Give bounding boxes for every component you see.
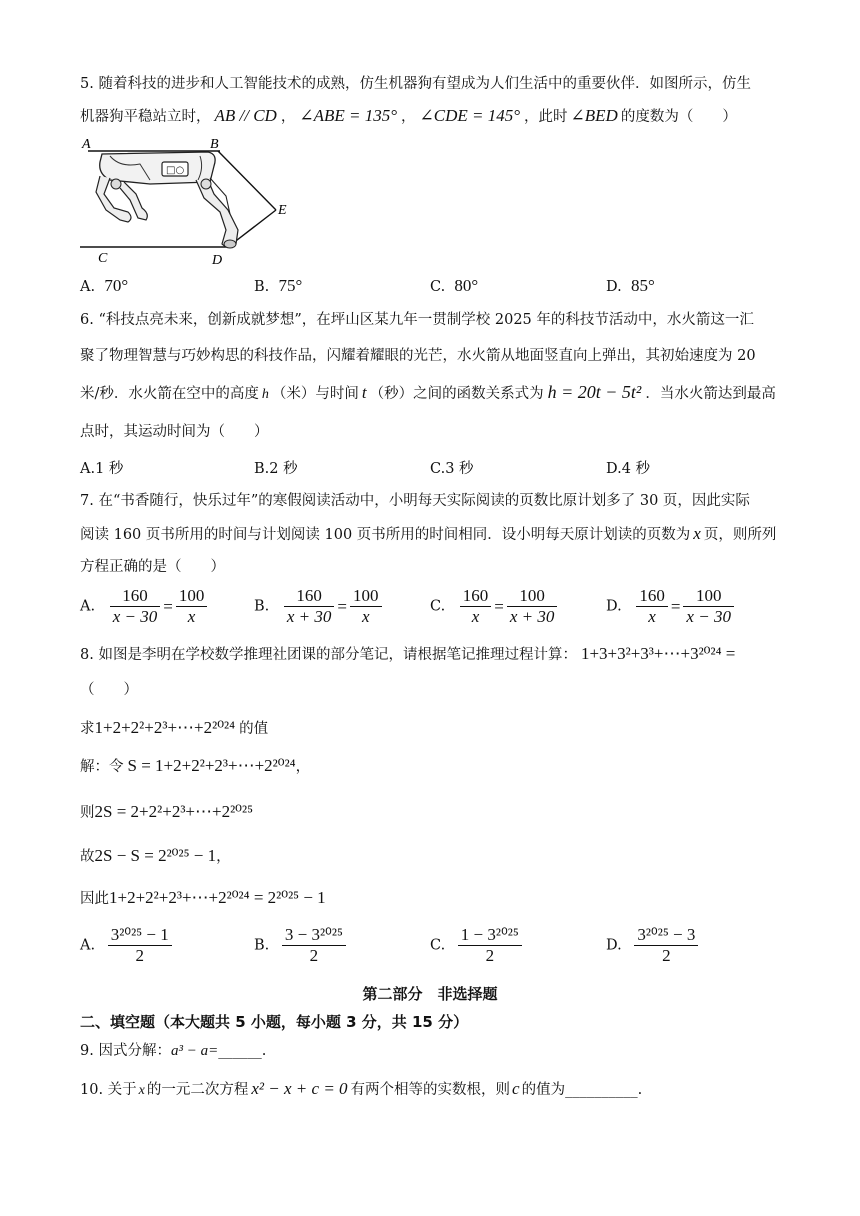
robot-dog-svg: [80, 134, 300, 272]
q9-period: .: [261, 1043, 267, 1059]
q5-comma2: ，: [401, 109, 416, 125]
q9-text: 9. 因式分解：: [80, 1043, 171, 1059]
label-c: C: [98, 251, 108, 266]
fraction: [683, 586, 734, 627]
q7-option-b[interactable]: B. $\frac{160}{x + 30}$ = $\frac{100}{x}$: [254, 586, 382, 627]
q8-note1: [80, 718, 268, 739]
section2-title: 二、填空题（本大题共 5 小题，每小题 3 分，共 15 分）: [80, 1013, 469, 1031]
q7-option-c[interactable]: C. $\frac{160}{x}$ = $\frac{100}{x + 30}$: [430, 586, 557, 627]
note-formula: 1+2+2²+2³+⋯+2²⁰²⁴ = 2²⁰²⁵ − 1: [109, 888, 326, 907]
note-text: 故: [80, 849, 95, 865]
q10-text4: 的值为: [521, 1082, 566, 1098]
option-label: A.: [80, 461, 96, 477]
fraction: [282, 925, 346, 966]
q5-comma: ，: [280, 109, 296, 125]
numerator: 100: [350, 586, 382, 607]
note-formula: 1+2+2²+2³+⋯+2²⁰²⁴: [94, 718, 236, 737]
q8-option-a[interactable]: [80, 925, 172, 966]
option-label: D.: [606, 279, 622, 295]
note-text: 解：令: [80, 759, 124, 775]
option-label: B.: [254, 598, 270, 615]
option-label: D.: [606, 461, 622, 477]
q8-formula: 1+3+3²+3³+⋯+3²⁰²⁴ =: [580, 644, 736, 663]
q9-blank[interactable]: ______: [218, 1043, 262, 1059]
fraction: [636, 586, 668, 627]
numerator: 160: [636, 586, 668, 607]
note-formula: 2S = 2+2²+2³+⋯+2²⁰²⁵: [94, 802, 254, 821]
denominator: 2: [662, 946, 671, 965]
numerator: 3 − 3²⁰²⁵: [282, 925, 346, 946]
q8-note2: [80, 756, 310, 777]
q6-option-b[interactable]: [254, 457, 298, 478]
q7-text2: 页，则所列: [703, 527, 777, 543]
numerator: 100: [507, 586, 558, 607]
svg-text:□○: □○: [166, 165, 185, 176]
q10: [80, 1079, 642, 1101]
option-label: B.: [254, 461, 270, 477]
option-label: C.: [430, 598, 446, 615]
numerator: 3²⁰²⁵ − 1: [108, 925, 172, 946]
q5-angle-abe: ∠ABE = 135°: [299, 106, 398, 125]
option-label: A.: [80, 279, 96, 295]
numerator: 160: [110, 586, 161, 607]
denominator: 2: [135, 946, 144, 965]
fraction: [507, 586, 558, 627]
q8-note3: [80, 802, 253, 823]
q8-option-b[interactable]: [254, 925, 346, 966]
numerator: 160: [284, 586, 335, 607]
q10-period: .: [637, 1082, 643, 1098]
label-b: B: [210, 137, 219, 152]
q5-text2: ，此时: [524, 109, 568, 125]
q6-text2: （米）与时间: [271, 386, 359, 402]
fraction: [284, 586, 335, 627]
label-e: E: [278, 203, 287, 218]
note-text: 因此: [80, 891, 109, 907]
q7-x: x: [693, 524, 701, 543]
fraction: [110, 586, 161, 627]
q6-option-d[interactable]: [606, 457, 650, 478]
q10-blank[interactable]: __________: [565, 1082, 638, 1098]
numerator: 100: [176, 586, 208, 607]
note-text2: ，: [295, 759, 311, 775]
q8-line1: [80, 644, 735, 665]
fraction: [108, 925, 172, 966]
q6-t: t: [361, 383, 367, 402]
q8-option-c[interactable]: [430, 925, 522, 966]
q6-h: h: [261, 387, 269, 402]
note-formula: S = 1+2+2²+2³+⋯+2²⁰²⁴: [127, 756, 296, 775]
q10-x: x: [138, 1083, 145, 1098]
option-value: 70°: [104, 276, 129, 295]
fraction: [176, 586, 208, 627]
note-text: 则: [80, 805, 95, 821]
note-formula: 2S − S = 2²⁰²⁵ − 1: [94, 846, 217, 865]
q7-line2: [80, 524, 776, 545]
q9: [80, 1041, 266, 1061]
denominator: x − 30: [112, 607, 158, 626]
denominator: x: [187, 607, 196, 626]
option-label: B.: [254, 937, 270, 954]
option-label: B.: [254, 279, 270, 295]
q6-text4: ．当水火箭达到最高: [645, 386, 776, 402]
fraction: [458, 925, 522, 966]
q10-text: 10. 关于: [80, 1082, 137, 1098]
option-value: 80°: [454, 276, 479, 295]
q10-c: c: [512, 1079, 520, 1098]
q5-angle-bed: ∠BED: [570, 106, 618, 125]
q8-line2: （ ）: [80, 682, 138, 698]
option-label: C.: [430, 461, 446, 477]
q5-line1: 5. 随着科技的进步和人工智能技术的成熟，仿生机器狗有望成为人们生活中的重要伙伴．如图所示，仿生: [80, 76, 751, 92]
denominator: 2: [485, 946, 495, 965]
option-value: 85°: [630, 276, 655, 295]
label-d: D: [212, 253, 223, 268]
q6-text3: （秒）之间的函数关系式为: [369, 386, 544, 402]
q6-line2: 聚了物理智慧与巧妙构思的科技作品，闪耀着耀眼的光芒，水火箭从地面竖直向上弹出，其初始速度为 20: [80, 348, 756, 364]
q6-formula: h = 20t − 5t²: [547, 382, 642, 402]
q8-note4: [80, 846, 231, 867]
option-label: A.: [80, 937, 96, 954]
q6-option-c[interactable]: [430, 457, 474, 478]
q6-line4: 点时，其运动时间为（ ）: [80, 424, 269, 440]
option-value: 4 秒: [621, 461, 651, 477]
q7-option-a[interactable]: A. $\frac{160}{x - 30}$ = $\frac{100}{x}$: [80, 586, 207, 627]
numerator: 3²⁰²⁵ − 3: [634, 925, 698, 946]
note-text2: 的值: [239, 721, 269, 737]
q5-option-d[interactable]: [606, 276, 655, 296]
q5-option-a[interactable]: [80, 276, 128, 296]
option-value: 75°: [278, 276, 303, 295]
option-value: 3 秒: [445, 461, 474, 477]
q6-line3: [80, 382, 776, 405]
q7-line3: 方程正确的是（ ）: [80, 559, 225, 575]
q5-parallel: AB // CD: [214, 106, 277, 125]
q5-text3: 的度数为（ ）: [620, 109, 737, 125]
numerator: 1 − 3²⁰²⁵: [458, 925, 522, 946]
q5-option-c[interactable]: [430, 276, 478, 296]
fraction: [350, 586, 382, 627]
q8-text: 8. 如图是李明在学校数学推理社团课的部分笔记，请根据笔记推理过程计算：: [80, 647, 577, 663]
q5-option-b[interactable]: [254, 276, 302, 296]
option-value: 1 秒: [95, 461, 124, 477]
q10-formula: x² − x + c = 0: [251, 1079, 348, 1098]
fraction: [634, 925, 698, 966]
q10-text3: 有两个相等的实数根，则: [350, 1082, 511, 1098]
denominator: x: [471, 607, 480, 626]
note-text2: ，: [216, 849, 231, 865]
q5-line2: [80, 106, 737, 127]
denominator: x: [361, 607, 370, 626]
denominator: x: [648, 607, 656, 626]
numerator: 160: [460, 586, 492, 607]
q6-line1: 6. “科技点亮未来，创新成就梦想”，在坪山区某九年一贯制学校 2025 年的科技节活动中，水火箭这一汇: [80, 312, 754, 328]
denominator: 2: [309, 946, 319, 965]
option-label: C.: [430, 937, 446, 954]
q6-option-a[interactable]: [80, 457, 123, 478]
denominator: x − 30: [686, 607, 731, 626]
q7-line1: 7. 在“书香随行，快乐过年”的寒假阅读活动中，小明每天实际阅读的页数比原计划多了 30 页，因此实际: [80, 493, 750, 509]
q7-text: 阅读 160 页书所用的时间与计划阅读 100 页书所用的时间相同．设小明每天原计划读的页数为: [80, 527, 691, 543]
part2-title: 第二部分 非选择题: [362, 985, 498, 1003]
q5-angle-cde: ∠CDE = 145°: [419, 106, 521, 125]
q6-text: 米/秒．水火箭在空中的高度: [80, 386, 259, 402]
option-label: D.: [606, 598, 622, 615]
denominator: x + 30: [509, 607, 555, 626]
option-value: 2 秒: [269, 461, 298, 477]
q8-note5: [80, 888, 326, 909]
denominator: x + 30: [286, 607, 332, 626]
q5-text: 机器狗平稳站立时，: [80, 109, 211, 125]
q10-text2: 的一元二次方程: [146, 1082, 249, 1098]
option-label: C.: [430, 279, 446, 295]
q9-formula: a³ − a=: [170, 1043, 219, 1059]
numerator: 100: [683, 586, 734, 607]
option-label: D.: [606, 937, 622, 954]
label-a: A: [82, 137, 91, 152]
robot-dog-figure: [80, 134, 300, 272]
note-text: 求: [80, 721, 95, 737]
fraction: [460, 586, 492, 627]
option-label: A.: [80, 598, 96, 615]
q7-option-d[interactable]: D. $\frac{160}{x}$ = $\frac{100}{x - 30}$: [606, 586, 734, 627]
q8-option-d[interactable]: [606, 925, 698, 966]
